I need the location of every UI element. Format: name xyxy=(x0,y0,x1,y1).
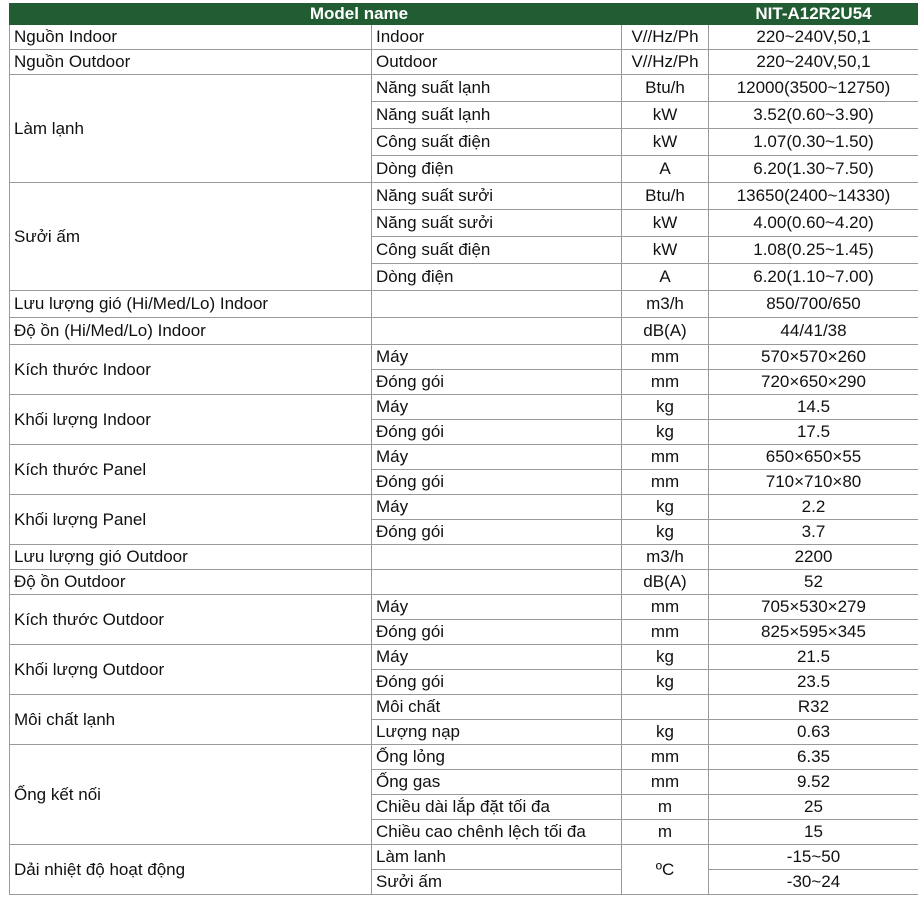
item-cell: Máy xyxy=(372,595,622,620)
item-cell: Làm lanh xyxy=(372,845,622,870)
unit-cell: ºC xyxy=(622,845,709,895)
value-cell: -30~24 xyxy=(709,870,918,895)
spec-table xyxy=(9,3,918,895)
group-cell: Môi chất lạnh xyxy=(10,695,372,745)
table-row xyxy=(10,75,918,102)
value-cell: 6.20(1.30~7.50) xyxy=(709,156,918,183)
unit-cell: mm xyxy=(622,445,709,470)
unit-cell: m3/h xyxy=(622,545,709,570)
item-cell xyxy=(372,291,622,318)
unit-cell: Btu/h xyxy=(622,75,709,102)
unit-cell: kg xyxy=(622,720,709,745)
table-row xyxy=(10,545,918,570)
item-cell: Đóng gói xyxy=(372,520,622,545)
unit-cell: kW xyxy=(622,237,709,264)
item-cell: Máy xyxy=(372,345,622,370)
value-cell: -15~50 xyxy=(709,845,918,870)
item-cell: Chiều cao chênh lệch tối đa xyxy=(372,820,622,845)
item-cell: Đóng gói xyxy=(372,370,622,395)
item-cell: Năng suất sưởi xyxy=(372,210,622,237)
value-cell: 220~240V,50,1 xyxy=(709,25,918,50)
value-cell: 9.52 xyxy=(709,770,918,795)
unit-cell: mm xyxy=(622,470,709,495)
table-row xyxy=(10,345,918,370)
model-number: NIT-A12R2U54 xyxy=(709,4,918,25)
unit-cell: mm xyxy=(622,345,709,370)
value-cell: 14.5 xyxy=(709,395,918,420)
value-cell: 3.52(0.60~3.90) xyxy=(709,102,918,129)
value-cell: 570×570×260 xyxy=(709,345,918,370)
item-cell: Máy xyxy=(372,395,622,420)
group-cell: Kích thước Indoor xyxy=(10,345,372,395)
value-cell: 25 xyxy=(709,795,918,820)
item-cell: Indoor xyxy=(372,25,622,50)
item-cell: Đóng gói xyxy=(372,470,622,495)
unit-cell: kg xyxy=(622,395,709,420)
unit-cell: kg xyxy=(622,520,709,545)
table-row xyxy=(10,318,918,345)
item-cell: Máy xyxy=(372,495,622,520)
group-cell: Dải nhiệt độ hoạt động xyxy=(10,845,372,895)
value-cell: 720×650×290 xyxy=(709,370,918,395)
group-cell: Sưởi ấm xyxy=(10,183,372,291)
table-row xyxy=(10,25,918,50)
group-cell: Kích thước Outdoor xyxy=(10,595,372,645)
value-cell: 13650(2400~14330) xyxy=(709,183,918,210)
unit-cell: m xyxy=(622,820,709,845)
value-cell: 220~240V,50,1 xyxy=(709,50,918,75)
group-cell: Ống kết nối xyxy=(10,745,372,845)
unit-cell: m xyxy=(622,795,709,820)
group-cell: Độ ồn (Hi/Med/Lo) Indoor xyxy=(10,318,372,345)
item-cell: Đóng gói xyxy=(372,420,622,445)
item-cell: Ống lỏng xyxy=(372,745,622,770)
value-cell: 1.08(0.25~1.45) xyxy=(709,237,918,264)
table-row xyxy=(10,595,918,620)
unit-cell: mm xyxy=(622,370,709,395)
unit-cell: Btu/h xyxy=(622,183,709,210)
unit-cell: mm xyxy=(622,620,709,645)
item-cell: Đóng gói xyxy=(372,620,622,645)
group-cell: Nguồn Outdoor xyxy=(10,50,372,75)
group-cell: Khối lượng Outdoor xyxy=(10,645,372,695)
unit-cell xyxy=(622,695,709,720)
value-cell: 21.5 xyxy=(709,645,918,670)
item-cell: Công suất điện xyxy=(372,237,622,264)
item-cell: Ống gas xyxy=(372,770,622,795)
item-cell: Máy xyxy=(372,445,622,470)
item-cell: Đóng gói xyxy=(372,670,622,695)
unit-cell: mm xyxy=(622,770,709,795)
unit-cell: dB(A) xyxy=(622,318,709,345)
group-cell: Kích thước Panel xyxy=(10,445,372,495)
value-cell: 4.00(0.60~4.20) xyxy=(709,210,918,237)
value-cell: 6.35 xyxy=(709,745,918,770)
item-cell xyxy=(372,318,622,345)
unit-cell: dB(A) xyxy=(622,570,709,595)
value-cell: 705×530×279 xyxy=(709,595,918,620)
value-cell: 710×710×80 xyxy=(709,470,918,495)
value-cell: R32 xyxy=(709,695,918,720)
unit-cell: kg xyxy=(622,420,709,445)
group-cell: Lưu lượng gió Outdoor xyxy=(10,545,372,570)
table-row xyxy=(10,50,918,75)
group-cell: Làm lạnh xyxy=(10,75,372,183)
item-cell xyxy=(372,545,622,570)
value-cell: 17.5 xyxy=(709,420,918,445)
item-cell xyxy=(372,570,622,595)
value-cell: 12000(3500~12750) xyxy=(709,75,918,102)
item-cell: Chiều dài lắp đặt tối đa xyxy=(372,795,622,820)
value-cell: 0.63 xyxy=(709,720,918,745)
unit-cell: mm xyxy=(622,595,709,620)
value-cell: 2.2 xyxy=(709,495,918,520)
table-header-row xyxy=(10,4,918,25)
value-cell: 650×650×55 xyxy=(709,445,918,470)
item-cell: Môi chất xyxy=(372,695,622,720)
value-cell: 52 xyxy=(709,570,918,595)
value-cell: 3.7 xyxy=(709,520,918,545)
table-row xyxy=(10,645,918,670)
value-cell: 23.5 xyxy=(709,670,918,695)
unit-cell: kW xyxy=(622,102,709,129)
group-cell: Khối lượng Indoor xyxy=(10,395,372,445)
unit-cell: mm xyxy=(622,745,709,770)
unit-cell: kg xyxy=(622,495,709,520)
item-cell: Dòng điện xyxy=(372,264,622,291)
item-cell: Sưởi ấm xyxy=(372,870,622,895)
table-row xyxy=(10,695,918,720)
item-cell: Dòng điện xyxy=(372,156,622,183)
unit-cell: m3/h xyxy=(622,291,709,318)
item-cell: Năng suất lạnh xyxy=(372,75,622,102)
model-name-label: Model name xyxy=(10,4,709,25)
unit-cell: kW xyxy=(622,129,709,156)
group-cell: Nguồn Indoor xyxy=(10,25,372,50)
unit-cell: V//Hz/Ph xyxy=(622,50,709,75)
item-cell: Máy xyxy=(372,645,622,670)
table-row xyxy=(10,183,918,210)
table-row xyxy=(10,395,918,420)
value-cell: 15 xyxy=(709,820,918,845)
unit-cell: V//Hz/Ph xyxy=(622,25,709,50)
item-cell: Outdoor xyxy=(372,50,622,75)
item-cell: Năng suất lạnh xyxy=(372,102,622,129)
value-cell: 850/700/650 xyxy=(709,291,918,318)
table-row xyxy=(10,570,918,595)
value-cell: 825×595×345 xyxy=(709,620,918,645)
item-cell: Công suất điện xyxy=(372,129,622,156)
table-row xyxy=(10,291,918,318)
table-row xyxy=(10,495,918,520)
group-cell: Độ ồn Outdoor xyxy=(10,570,372,595)
unit-cell: A xyxy=(622,156,709,183)
unit-cell: kW xyxy=(622,210,709,237)
table-row xyxy=(10,445,918,470)
unit-cell: kg xyxy=(622,645,709,670)
table-row xyxy=(10,745,918,770)
table-row xyxy=(10,845,918,870)
value-cell: 2200 xyxy=(709,545,918,570)
item-cell: Lượng nạp xyxy=(372,720,622,745)
value-cell: 1.07(0.30~1.50) xyxy=(709,129,918,156)
unit-cell: A xyxy=(622,264,709,291)
group-cell: Khối lượng Panel xyxy=(10,495,372,545)
value-cell: 44/41/38 xyxy=(709,318,918,345)
unit-cell: kg xyxy=(622,670,709,695)
item-cell: Năng suất sưởi xyxy=(372,183,622,210)
group-cell: Lưu lượng gió (Hi/Med/Lo) Indoor xyxy=(10,291,372,318)
value-cell: 6.20(1.10~7.00) xyxy=(709,264,918,291)
